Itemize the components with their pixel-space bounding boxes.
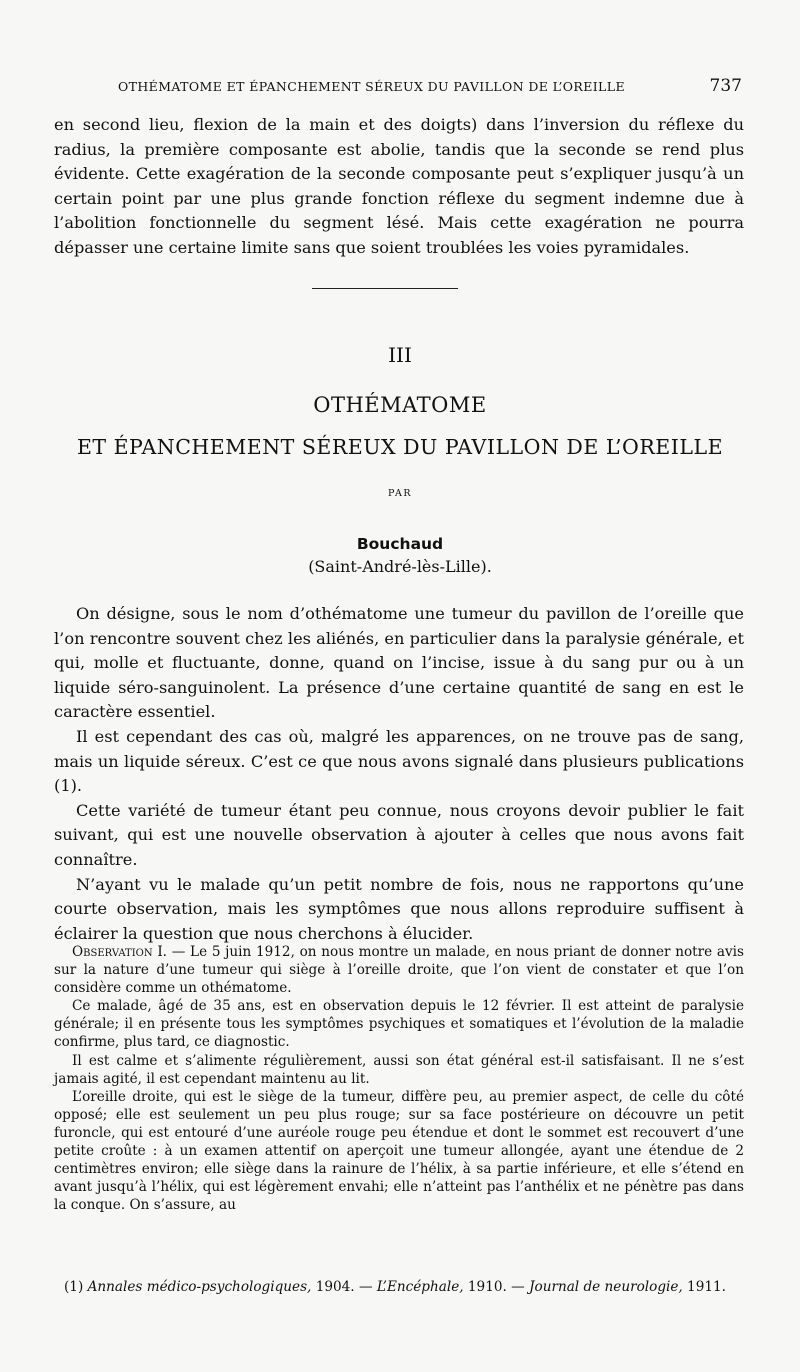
observation-paragraph-4: L’oreille droite, qui est le siège de la tumeur, diffère peu, au premier aspect, de celle du côté opposé; elle est seulement un peu plus rouge; sur sa face postérieure on découvre un petit furoncle, qui est entouré d’une auréole rouge peu étendue et dont le sommet est recouvert d’une petite croûte : à un examen attentif on aperçoit une tumeur allongée, ayant une étendue de 2 centimètres environ; elle siège dans la rainure de l’hélix, à sa partie inférieure, et elle s’étend en avant jusqu’à l’hélix, qui est légèrement envahi; elle n’atteint pas l’anthélix et ne pénètre pas dans la conque. On s’assure, au	[54, 1088, 744, 1214]
body-paragraph-1: On désigne, sous le nom d’othématome une tumeur du pavillon de l’oreille que l’on rencontre souvent chez les aliénés, en particulier dans la paralysie générale, et qui, molle et fluctuante, donne, quand on l’incise, issue à du sang pur ou à un liquide séro-sanguinolent. La présence d’une certaine quantité de sang en est le caractère essentiel.	[54, 604, 744, 722]
section-divider	[312, 288, 458, 289]
footnote-journal-3: Journal de neurologie,	[529, 1279, 683, 1295]
author-name: Bouchaud	[356, 535, 444, 553]
author-affiliation: (Saint-André-lès-Lille).	[308, 557, 492, 576]
byline-par: PAR	[387, 488, 413, 499]
top-paragraph: en second lieu, flexion de la main et des doigts) dans l’inversion du réflexe du radius, la première composante est abolie, tandis que la seconde se rend plus évidente. Cette exagération de la seconde composante peut s’expliquer jusqu’à un certain point par une plus grande fonction réflexe du segment indemne due à l’abolition fonctionnelle du segment lésé. Mais cette exagération ne pourra dépasser une certaine limite sans que soient troublées les voies pyramidales.	[54, 115, 744, 257]
footnote-year-3: 1911.	[682, 1279, 726, 1295]
footnote-journal-2: L’Encéphale,	[376, 1279, 464, 1295]
footnote-year-2: 1910. —	[463, 1279, 530, 1295]
footnote-year-1: 1904. —	[311, 1279, 377, 1295]
body-paragraph-3: Cette variété de tumeur étant peu connue, nous croyons devoir publier le fait suivant, qui est une nouvelle observation à ajouter à celles que nous avons fait connaître.	[54, 800, 744, 869]
footnote-marker: (1)	[64, 1279, 84, 1295]
page-number: 737	[709, 76, 742, 96]
body-paragraph-2: Il est cependant des cas où, malgré les apparences, on ne trouve pas de sang, mais un liquide séreux. C’est ce que nous avons signalé dans plusieurs publications (1).	[54, 726, 744, 796]
running-header	[118, 76, 742, 96]
observation-paragraph-2: Ce malade, âgé de 35 ans, est en observation depuis le 12 février. Il est atteint de paralysie générale; il en présente tous les symptômes psychiques et somatiques et l’évolution de la maladie confirme, plus tard, ce diagnostic.	[54, 998, 744, 1051]
body-paragraph-4: N’ayant vu le malade qu’un petit nombre de fois, nous ne rapportons qu’une courte observation, mais les symptômes que nous allons reproduire suffisent à éclairer la question que nous cherchons à élucider.	[54, 874, 744, 943]
observation-paragraph-3: Il est calme et s’alimente régulièrement, aussi son état général est-il satisfaisant. Il ne s’est jamais agité, il est cependant maintenu au lit.	[54, 1052, 744, 1087]
observation-label: Observation I.	[72, 944, 168, 960]
footnote-journal-1: Annales médico-psychologiques,	[87, 1279, 312, 1295]
article-title-line1: OTHÉMATOME	[313, 393, 487, 417]
body-text	[54, 602, 744, 946]
observation-paragraph-1	[54, 943, 744, 997]
observation-intro-text: — Le 5 juin 1912, on nous montre un malade, en nous priant de donner notre avis sur la nature d’une tumeur qui siège à l’oreille droite, que l’on vient de constater et que l’on considère comme un othématome.	[54, 944, 744, 997]
top-paragraph-block	[54, 113, 744, 261]
article-title-line2: ET ÉPANCHEMENT SÉREUX DU PAVILLON DE L’OREILLE	[76, 435, 724, 459]
running-title: OTHÉMATOME ET ÉPANCHEMENT SÉREUX DU PAVILLON DE L’OREILLE	[118, 79, 625, 94]
section-number: III	[388, 343, 412, 367]
footnote	[50, 1278, 744, 1297]
observation-block	[54, 943, 744, 1214]
